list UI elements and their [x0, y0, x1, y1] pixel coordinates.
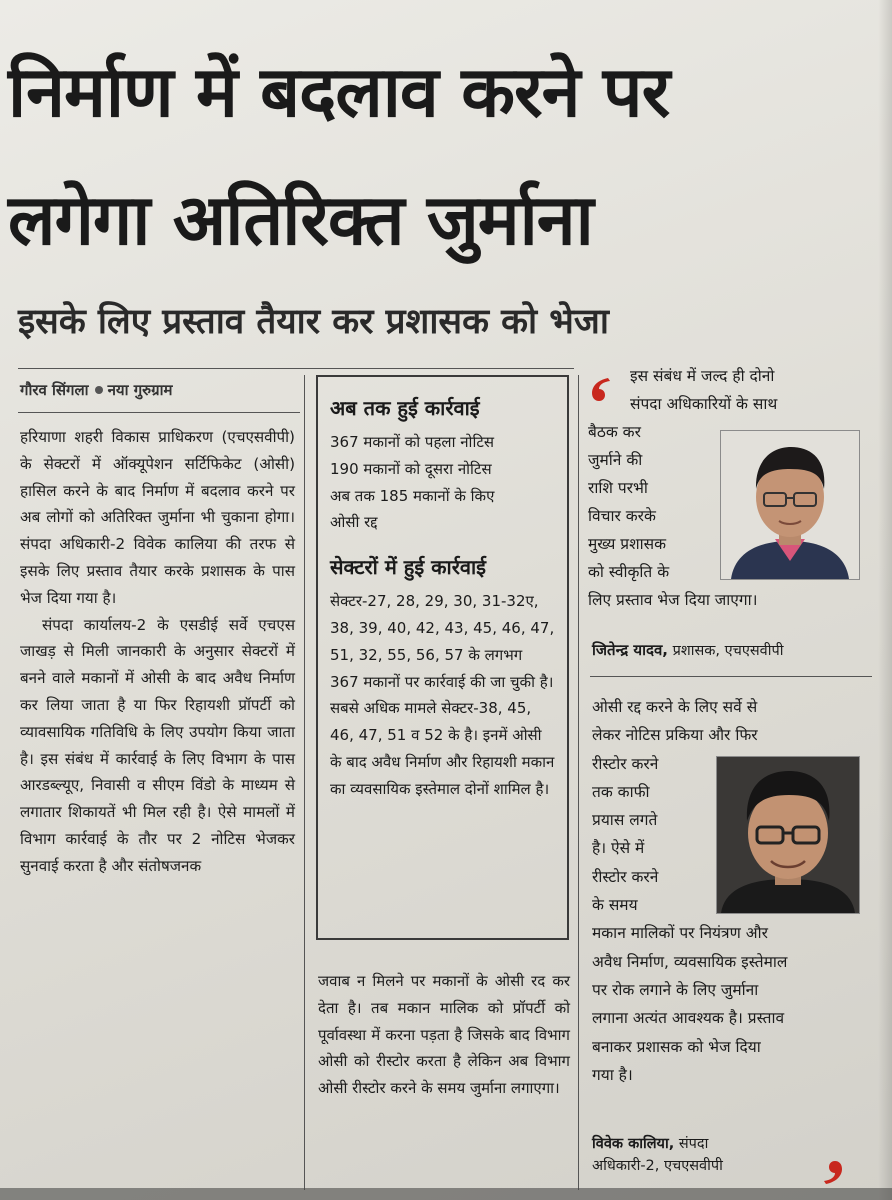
sidebar-fact: 190 मकानों को दूसरा नोटिस: [330, 459, 492, 478]
subheadline: इसके लिए प्रस्ताव तैयार कर प्रशासक को भेजा: [18, 302, 609, 342]
speaker-name: जितेन्द्र यादव,: [592, 641, 668, 659]
next-article-strip: [0, 1188, 892, 1200]
quote-line: बनाकर प्रशासक को भेज दिया: [592, 1037, 761, 1056]
sidebar-title: अब तक हुई कार्रवाई: [330, 396, 480, 420]
headline-line-1: निर्माण में बदलाव करने पर: [8, 51, 670, 133]
sidebar-fact: 367 मकानों को पहला नोटिस: [330, 433, 495, 451]
speaker-designation: संपदा: [678, 1136, 709, 1152]
byline: [20, 380, 172, 400]
article-body-column: [20, 424, 295, 880]
divider: [590, 676, 872, 677]
quote-line: मुख्य प्रशासक: [588, 535, 667, 553]
divider: [18, 412, 300, 413]
quote-line: बैठक कर: [588, 423, 641, 441]
sidebar-title: सेक्टरों में हुई कार्रवाई: [330, 555, 486, 580]
quote-line: रीस्टोर करने: [592, 867, 659, 886]
quote-line: मकान मालिकों पर नियंत्रण और: [592, 924, 768, 943]
quote-line: लिए प्रस्ताव भेज दिया जाएगा।: [588, 591, 758, 609]
speaker-name: विवेक कालिया,: [592, 1136, 675, 1152]
divider: [18, 368, 574, 369]
quote-line: पर रोक लगाने के लिए जुर्माना: [592, 980, 759, 999]
quote-line: जुर्माने की: [588, 451, 643, 469]
quote-line: ओसी रद्द करने के लिए सर्वे से: [592, 698, 758, 716]
byline-author: गौरव सिंगला: [20, 381, 89, 399]
action-sidebar-box: [316, 375, 569, 940]
sidebar-fact: ओसी रद्द: [330, 513, 378, 532]
quote-line: तक काफी: [592, 782, 650, 801]
quote-line: गया है।: [592, 1065, 633, 1084]
quote-line: लगाना अत्यंत आवश्यक है। प्रस्ताव: [592, 1009, 785, 1028]
speaker-designation: अधिकारी-2, एचएसवीपी: [592, 1158, 723, 1174]
article-continued: जवाब न मिलने पर मकानों के ओसी रद कर देता है। तब मकान मालिक को प्रॉपर्टी को पूर्वावस्था में करना पड़ता है जिसके बाद विभाग ओसी को रीस्टोर करता है लेकिन अब विभाग ओसी रीस्टोर करने के समय जुर्माना लगाएगा।: [318, 972, 570, 1098]
quote-attribution-1: [592, 640, 783, 660]
quote-line: इस संबंध में जल्द ही दोनो: [630, 367, 775, 385]
speaker-designation: प्रशासक, एचएसवीपी: [672, 643, 784, 659]
column-divider: [578, 375, 579, 1190]
quote-line: विचार करके: [588, 507, 656, 525]
quote-line: को स्वीकृति के: [588, 563, 670, 581]
article-paragraph: संपदा कार्यालय-2 के एसडीई सर्वे एचएस जाखड़ से मिली जानकारी के अनुसार सेक्टरों में बनने वाले मकानों में ओसी के बाद अवैध निर्माण कर लिया जाता है या फिर रिहायशी प्रॉपर्टी को व्यावसायिक गतिविधि के लिए उपयोग किया जाता है। इस संबंध में कार्रवाई के लिए विभाग के पास आरडब्ल्यूए, निवासी व सीएम विंडो के माध्यम से लगातार शिकायतें भी मिल रही है। ऐसे मामलों में विभाग कार्रवाई के तौर पर 2 नोटिस भेजकर सुनवाई करता है और संतोषजनक: [20, 615, 295, 875]
quote-line: अवैध निर्माण, व्यवसायिक इस्तेमाल: [592, 952, 788, 971]
page-edge-shadow: [878, 0, 892, 1200]
quote-line: राशि परभी: [588, 479, 648, 497]
byline-place: नया गुरुग्राम: [107, 381, 173, 399]
quote-line: संपदा अधिकारियों के साथ: [630, 395, 778, 413]
sidebar-text: सेक्टर-27, 28, 29, 30, 31-32ए, 38, 39, 40, 42, 43, 45, 46, 47, 51, 32, 55, 56, 57 के लगभग 367 मकानों पर कार्रवाई की जा चुकी है। सबसे अधिक मामले सेक्टर-38, 45, 46, 47, 51 व 52 के है। इनमें ओसी के बाद अवैध निर्माण और रिहायशी मकान का व्यवसायिक इस्तेमाल दोनों शामिल है।: [330, 592, 555, 798]
photo-jitendra-yadav: [720, 430, 860, 580]
quote-line: लेकर नोटिस प्रकिया और फिर: [592, 726, 758, 745]
bullet-icon: [95, 386, 103, 394]
sidebar-fact: अब तक 185 मकानों के किए: [330, 486, 495, 505]
column-divider: [304, 375, 305, 1190]
article-paragraph: हरियाणा शहरी विकास प्राधिकरण (एचएसवीपी) के सेक्टरों में ऑक्यूपेशन सर्टिफिकेट (ओसी) हासिल करने के बाद निर्माण में बदलाव करने पर अब लोगों को अतिरिक्त जुर्माना भी चुकाना होगा। संपदा अधिकारी-2 विवेक कालिया की तरफ से इसके लिए प्रस्ताव तैयार करके प्रशासक के पास भेज दिया गया है।: [20, 428, 295, 607]
quote-line: है। ऐसे में: [592, 839, 645, 858]
photo-vivek-kalia: [716, 756, 860, 914]
quote-line: प्रयास लगते: [592, 811, 658, 830]
headline-line-2: लगेगा अतिरिक्त जुर्माना: [8, 179, 593, 261]
quote-line: के समय: [592, 896, 638, 915]
quote-attribution-2: [592, 1133, 723, 1177]
quote-close-icon: [818, 1158, 848, 1188]
quote-line: रीस्टोर करने: [592, 754, 659, 773]
